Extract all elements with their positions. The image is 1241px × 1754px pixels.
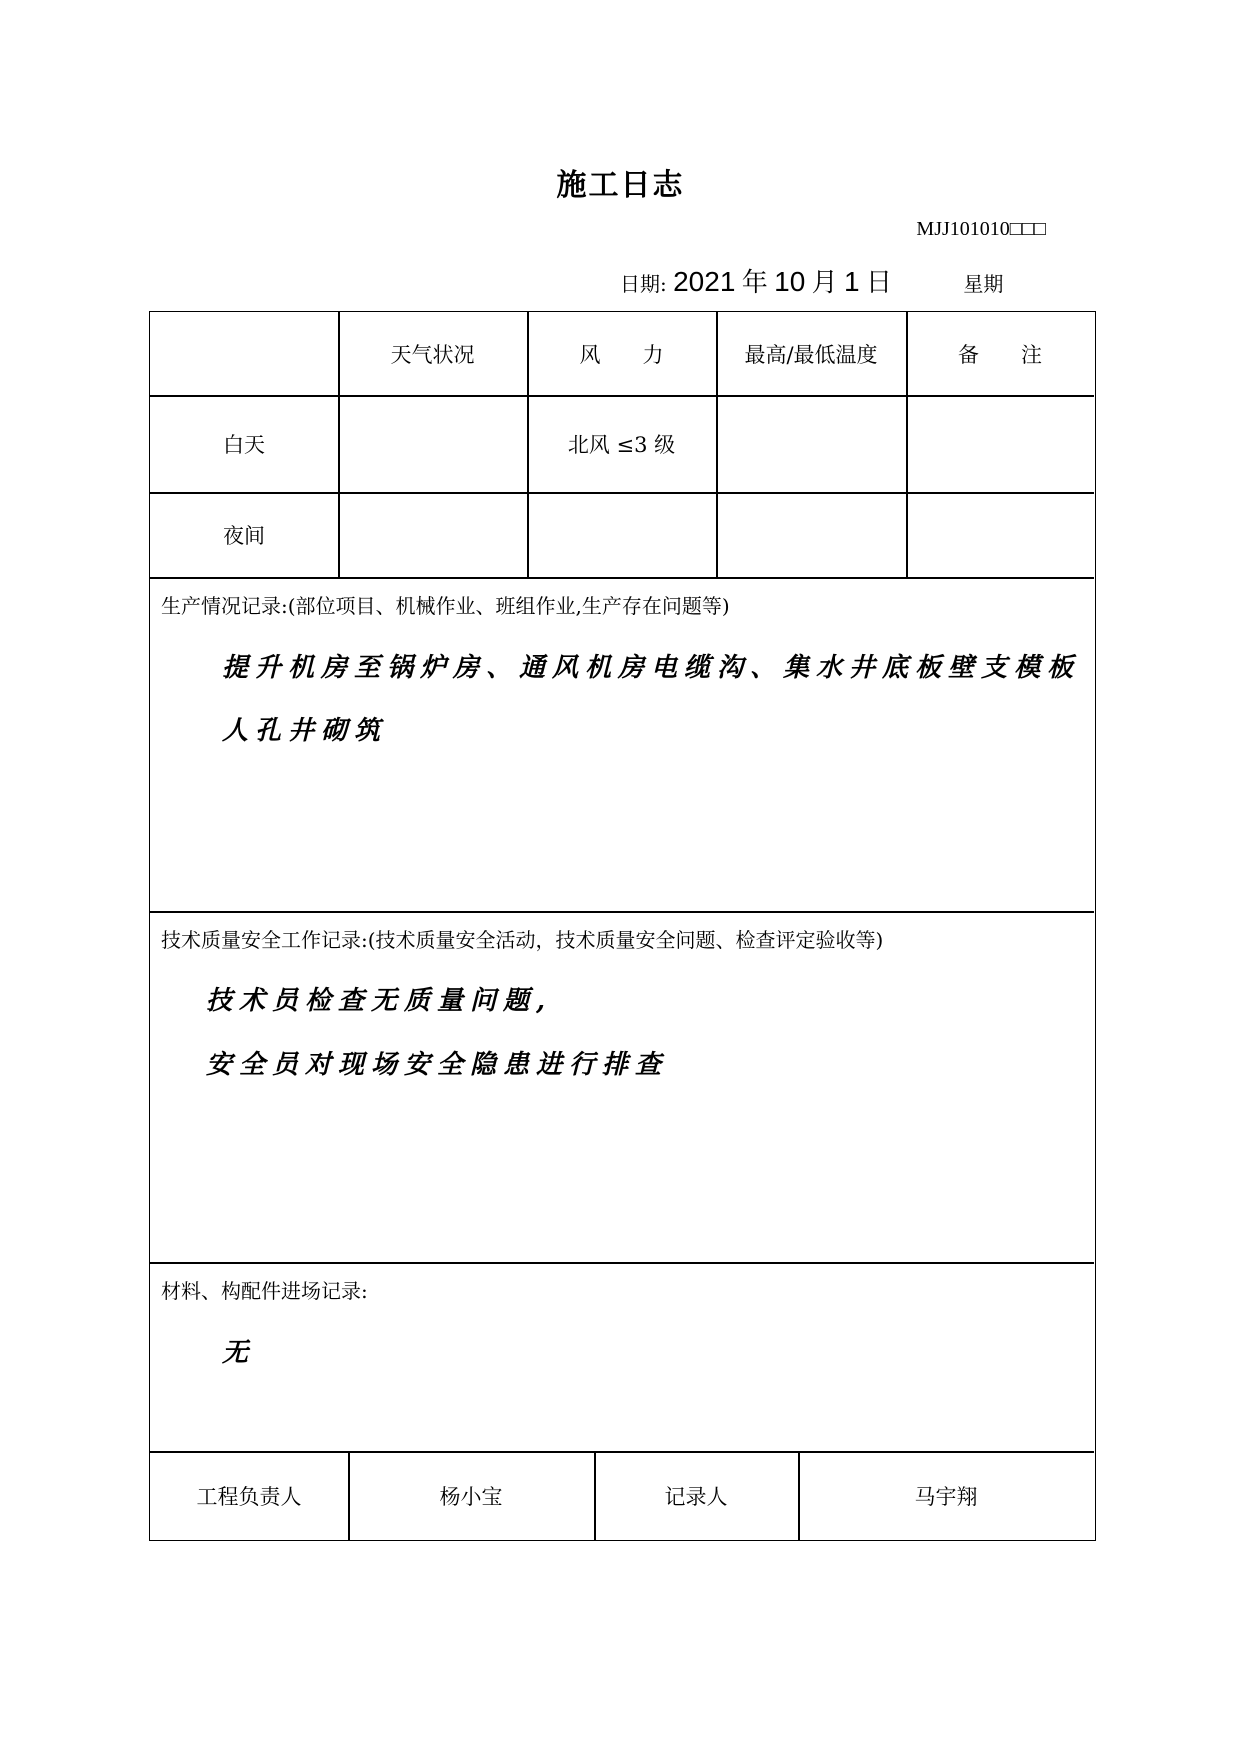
quality-line: 安全员对现场安全隐患进行排查 — [206, 1050, 669, 1080]
table-divider — [150, 577, 1094, 579]
production-line: 提升机房至锅炉房、通风机房电缆沟、集水井底板壁支模板 — [222, 653, 1081, 683]
date-month: 10 — [774, 266, 806, 297]
date-month-unit: 月 — [811, 268, 838, 298]
recorder-label: 记录人 — [664, 1485, 728, 1509]
materials-line: 无 — [222, 1338, 256, 1368]
production-line: 人孔井砌筑 — [222, 716, 388, 746]
date-line — [620, 262, 1003, 299]
header-wind: 风 力 — [579, 342, 664, 367]
row-night-temperature — [716, 492, 906, 577]
header-empty — [150, 312, 338, 395]
header-temperature: 最高/最低温度 — [744, 342, 878, 367]
document-number: MJJ101010□□□ — [916, 218, 1046, 240]
row-day-temperature — [716, 395, 906, 492]
row-night-wind — [527, 492, 716, 577]
table-divider — [150, 911, 1094, 913]
row-day-weather — [338, 395, 527, 492]
date-label: 日期: — [620, 272, 667, 296]
date-year: 2021 — [673, 266, 736, 297]
engineer-name: 杨小宝 — [439, 1485, 503, 1509]
row-day-wind: 北风 ≤3 级 — [567, 432, 676, 457]
recorder-name: 马宇翔 — [914, 1485, 978, 1509]
header-note: 备 注 — [958, 342, 1042, 367]
quality-safety-record-label: 技术质量安全工作记录:(技术质量安全活动，技术质量安全问题、检查评定验收等) — [161, 928, 884, 952]
date-year-unit: 年 — [741, 268, 768, 298]
row-night-note — [906, 492, 1094, 577]
materials-record-label: 材料、构配件进场记录: — [161, 1279, 368, 1303]
production-record-label: 生产情况记录:(部位项目、机械作业、班组作业,生产存在问题等) — [161, 594, 730, 618]
row-night-weather — [338, 492, 527, 577]
row-night-label: 夜间 — [223, 523, 265, 548]
weekday-label: 星期 — [963, 272, 1004, 296]
table-divider — [150, 1262, 1094, 1264]
header-weather: 天气状况 — [390, 342, 475, 367]
row-day-note — [906, 395, 1094, 492]
quality-line: 技术员检查无质量问题, — [206, 986, 553, 1016]
row-day-label: 白天 — [223, 432, 265, 457]
engineer-label: 工程负责人 — [196, 1485, 302, 1509]
construction-log-table — [149, 311, 1096, 1541]
date-day: 1 — [844, 266, 860, 297]
date-day-unit: 日 — [865, 268, 892, 298]
document-title: 施工日志 — [556, 168, 685, 203]
